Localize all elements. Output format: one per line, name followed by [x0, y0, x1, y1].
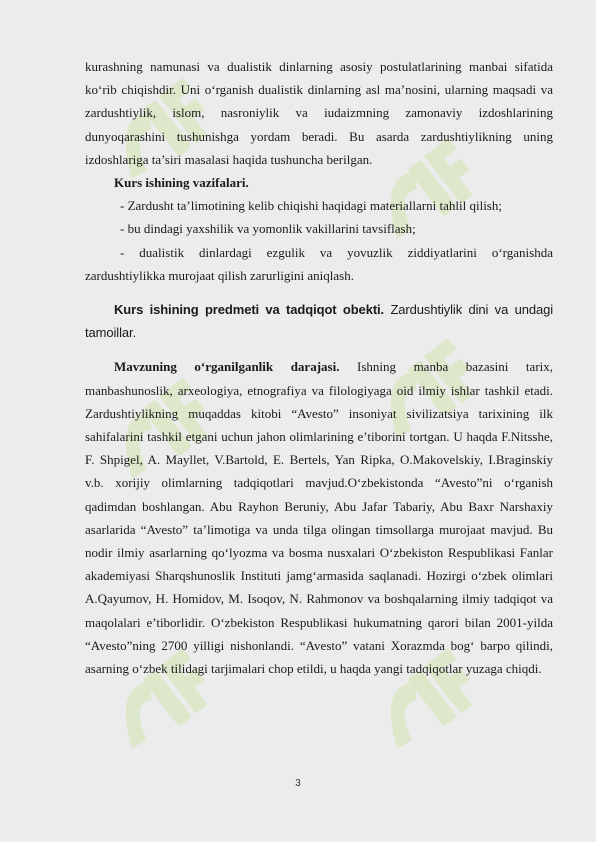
page-number: 3: [295, 778, 301, 789]
task-item: - bu dindagi yaxshilik va yomonlik vakillarini tavsiflash;: [120, 221, 416, 237]
tasks-heading: Kurs ishining vazifalari.: [114, 175, 249, 191]
study-heading: Mavzuning o‘rganilganlik darajasi.: [114, 359, 340, 375]
study-text: Ishning manba bazasini tarix, manbashunoslik, arxeologiya, etnografiya va filologiyaga oid ilmiy ishlar tashkil etadi. Zardushtiylikning muqaddas kitobi “Avesto” insoniyat sivilizatsiya tarixining ilk sahifalarini tashkil etgani uchun jahon olimlarining e’tiborini tortgan. U haqda F.Nitsshe, F. Shpigel, A. Mayllet, V.Bartold, E. Bertels, Yan Ripka, O.Makovelskiy, I.Braginskiy v.b. xorijiy olimlarning tadqiqotlari mavjud.O‘zbekistonda “Avesto”ni o‘rganish qadimdan boshlangan. Abu Rayhon Beruniy, Abu Jafar Tabariy, Abu Baxr Narshaxiy asarlarida “Avesto” ta’limotiga va unda tilga olingan timsollarga murojaat mavjud. Bu nodir ilmiy asarlarning qo‘lyozma va bosma nusxalari O‘zbekiston Respublikasi Fanlar akademiyasi Sharqshunoslik Instituti jamg‘armasida saqlanadi. Hozirgi o‘zbek olimlari A.Qayumov, H. Homidov, M. Isoqov, N. Rahmonov va boshqalarning ilmiy tadqiqot va maqolalari e’tiborlidir. O‘zbekiston Respublikasi hukumatning qarori bilan 2001-yilda “Avesto”ning 2700 yilligi nishonlandi. “Avesto” vatani Xorazmda bog‘ barpo qilindi, asarning o‘zbek tilidagi tarjimalari chop etildi, u haqda yangi tadqiqotlar yuzaga chiqdi.: [85, 359, 554, 677]
document-body: [85, 55, 553, 680]
subject-paragraph: [85, 298, 553, 344]
study-paragraph: [85, 355, 553, 680]
subject-text: Zardushtiylik dini va undagi tamoillar.: [85, 302, 554, 341]
intro-paragraph: kurashning namunasi va dualistik dinlarning asosiy postulatlarining manbai sifatida ko‘rib chiqishdir. Uni o‘rganish dualistik dinlarning asl ma’nosini, ularning maqsadi va zardushtiylik, islom, nasroniylik va iudaizmning zamonaviy izdoshlarining dunyoqarashini tushunishga yordam beradi. Bu asarda zardushtiylikning uning izdoshlariga ta’siri masalasi haqida tushuncha berilgan.: [85, 59, 553, 167]
task-item: - Zardusht ta’limotining kelib chiqishi haqidagi materiallarni tahlil qilish;: [120, 198, 502, 214]
subject-heading: Kurs ishining predmeti va tadqiqot obekti.: [114, 302, 385, 318]
task-item: - dualistik dinlardagi ezgulik va yovuzlik ziddiyatlarini o‘rganishda zardushtiylikka murojaat qilish zarurligini aniqlash.: [85, 244, 553, 283]
